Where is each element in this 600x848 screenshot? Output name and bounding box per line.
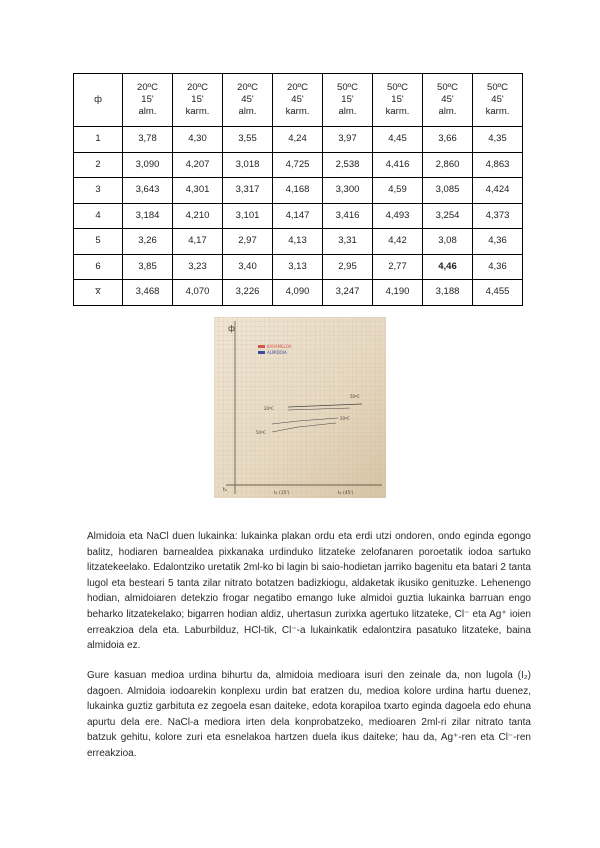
table-cell: 4,863 [473,152,523,178]
paragraph-almidoia-nacl: Almidoia eta NaCl duen lukainka: lukainka plakan ordu eta erdi utzi ondoren, ondo eginda egongo balitz, hodiaren barnealdea pixkanaka urdinduko litzateke zelofanaren poroetatik iodoa sartuko litzatekeelako. Edalontziko uretatik 2ml-ko bi lagin bi saio-hodietan jarriko bagenitu eta batari 2 tanta lugol eta besteari 5 tanta zilar nitrato botatzen badizkiogu, aldaketak ikusiko genituzke. Lehenengo hodian, almidoiaren detekzio frogar negatibo emango luke almidoi guztia lukainka barruan engo beharko litzatekelako; bigarren hodian aldiz, uhertasun zurixka agertuko litzateke, Cl⁻ eta Ag⁺ ioien erreakzioa dela eta. Laburbilduz, HCl-tik, Cl⁻-a lukainkatik edalontzira pasatuko litzateke, baina almidoia ez. [87,531,531,652]
header-line: 45' [491,94,504,105]
table-cell: 4,301 [173,178,223,204]
table-row [74,254,523,280]
table-header-row [74,74,523,127]
table-cell: 4,35 [473,127,523,153]
curve-label-c: 20ºC [340,416,350,421]
table-cell: 4,725 [273,152,323,178]
table-cell: 3,40 [223,254,273,280]
row-label-cell: 5 [74,229,123,255]
results-table [73,73,523,306]
table-cell: 4,17 [173,229,223,255]
legend-label-karameloa: KARAMELOA [267,344,292,349]
table-cell: 4,070 [173,280,223,306]
header-line: 20ºC [187,82,208,93]
table-cell: 3,247 [323,280,373,306]
header-line: karm. [485,106,510,117]
table-cell: 3,188 [423,280,473,306]
table-cell: 2,97 [223,229,273,255]
table-cell: 4,147 [273,203,323,229]
row-label-cell: 2 [74,152,123,178]
table-cell: 4,168 [273,178,323,204]
table-cell: 4,59 [373,178,423,204]
header-line: alm. [338,106,357,117]
x-label-t1: t₁ (15') [274,491,290,496]
table-cell: 3,97 [323,127,373,153]
table-cell: 3,08 [423,229,473,255]
curve-label-d: 50ºC [256,430,266,435]
x-label-t0: t₀ [223,487,227,493]
table-row [74,280,523,306]
table-row [74,229,523,255]
table-cell: 3,643 [123,178,173,204]
table-cell: 4,46 [423,254,473,280]
table-cell: 3,416 [323,203,373,229]
table-cell: 3,55 [223,127,273,153]
legend-swatch-red [258,345,265,348]
header-line: 20ºC [137,82,158,93]
header-line: 45' [241,94,254,105]
header-line: alm. [238,106,257,117]
header-line: 50ºC [437,82,458,93]
grid-lines [214,317,386,498]
header-line: 15' [191,94,204,105]
curve-label-b: 50ºC [350,394,360,399]
table-cell: 2,538 [323,152,373,178]
table-cell: 4,24 [273,127,323,153]
table-cell: 4,416 [373,152,423,178]
table-cell: 3,317 [223,178,273,204]
table-cell: 4,424 [473,178,523,204]
table-cell: 4,13 [273,229,323,255]
header-line: alm. [438,106,457,117]
header-cell [473,74,523,127]
header-line: 20ºC [237,82,258,93]
row-label-cell: 1 [74,127,123,153]
legend-swatch-blue [258,351,265,354]
table-cell: 4,36 [473,229,523,255]
header-line: ф [94,94,102,105]
table-cell: 2,860 [423,152,473,178]
table-cell: 3,226 [223,280,273,306]
table-cell: 3,13 [273,254,323,280]
table-cell: 3,254 [423,203,473,229]
table-cell: 4,455 [473,280,523,306]
legend-label-almidoia: ALMIDOIA [267,350,287,355]
table-cell: 2,95 [323,254,373,280]
row-label-cell: 6 [74,254,123,280]
graph-y-label: ф [228,324,235,333]
x-label-t2: t₂ (45') [338,491,354,496]
table-cell: 3,101 [223,203,273,229]
header-cell [373,74,423,127]
table-cell: 2,77 [373,254,423,280]
header-line: 45' [441,94,454,105]
table-cell: 4,373 [473,203,523,229]
header-line: 50ºC [337,82,358,93]
table-cell: 4,30 [173,127,223,153]
header-cell [173,74,223,127]
header-cell [323,74,373,127]
header-cell [273,74,323,127]
table-cell: 4,36 [473,254,523,280]
paragraph-gure-kasuan: Gure kasuan medioa urdina bihurtu da, almidoia medioara isuri den zeinale da, non lugola (I₂) dagoen. Almidoia iodoarekin konplexu urdin bat eratzen du, medioa kolore urdina hartu duenez, lukainka guztiz garbituta ez zegoela esan daiteke, edota korapiloa txarto eginda dagoela edo ehuna apurtu dela ere. NaCl-a mediora irten dela konprobatzeko, medioaren 2ml-ri zilar nitrato tanta batzuk gehitu, kolore zuri eta esnelakoa hartzen duela ikus daiteke; hau da, Ag⁺-ren eta Cl⁻-ren erreakzioa. [87,670,531,759]
header-cell [123,74,173,127]
header-line: 15' [391,94,404,105]
table-cell: 3,018 [223,152,273,178]
table-cell: 3,090 [123,152,173,178]
graph-photo [214,317,386,498]
table-row [74,178,523,204]
table-cell: 3,66 [423,127,473,153]
header-line: karm. [185,106,210,117]
table-cell: 3,184 [123,203,173,229]
table-cell: 3,300 [323,178,373,204]
row-label-cell: 4 [74,203,123,229]
table-cell: 4,210 [173,203,223,229]
header-line: 50ºC [487,82,508,93]
header-cell [223,74,273,127]
table-cell: 3,26 [123,229,173,255]
header-cell [423,74,473,127]
table-cell: 3,31 [323,229,373,255]
graph-photo-svg [214,317,386,498]
row-label-cell: 3 [74,178,123,204]
table-cell: 4,207 [173,152,223,178]
table-row [74,152,523,178]
header-line: karm. [285,106,310,117]
header-line: karm. [385,106,410,117]
table-cell: 4,090 [273,280,323,306]
header-line: 45' [291,94,304,105]
table-cell: 3,085 [423,178,473,204]
table-cell: 4,493 [373,203,423,229]
header-line: 15' [141,94,154,105]
header-line: 50ºC [387,82,408,93]
header-line: 20ºC [287,82,308,93]
table-cell: 4,45 [373,127,423,153]
table-row [74,203,523,229]
table-row [74,127,523,153]
header-phi [74,74,123,127]
curve-label-a: 20ºC [264,406,274,411]
table-cell: 4,42 [373,229,423,255]
table-cell: 3,85 [123,254,173,280]
table-cell: 3,78 [123,127,173,153]
header-line: 15' [341,94,354,105]
table-cell: 3,23 [173,254,223,280]
table-cell: 3,468 [123,280,173,306]
row-label-cell: x̅ [74,280,123,306]
table-cell: 4,190 [373,280,423,306]
header-line: alm. [138,106,157,117]
